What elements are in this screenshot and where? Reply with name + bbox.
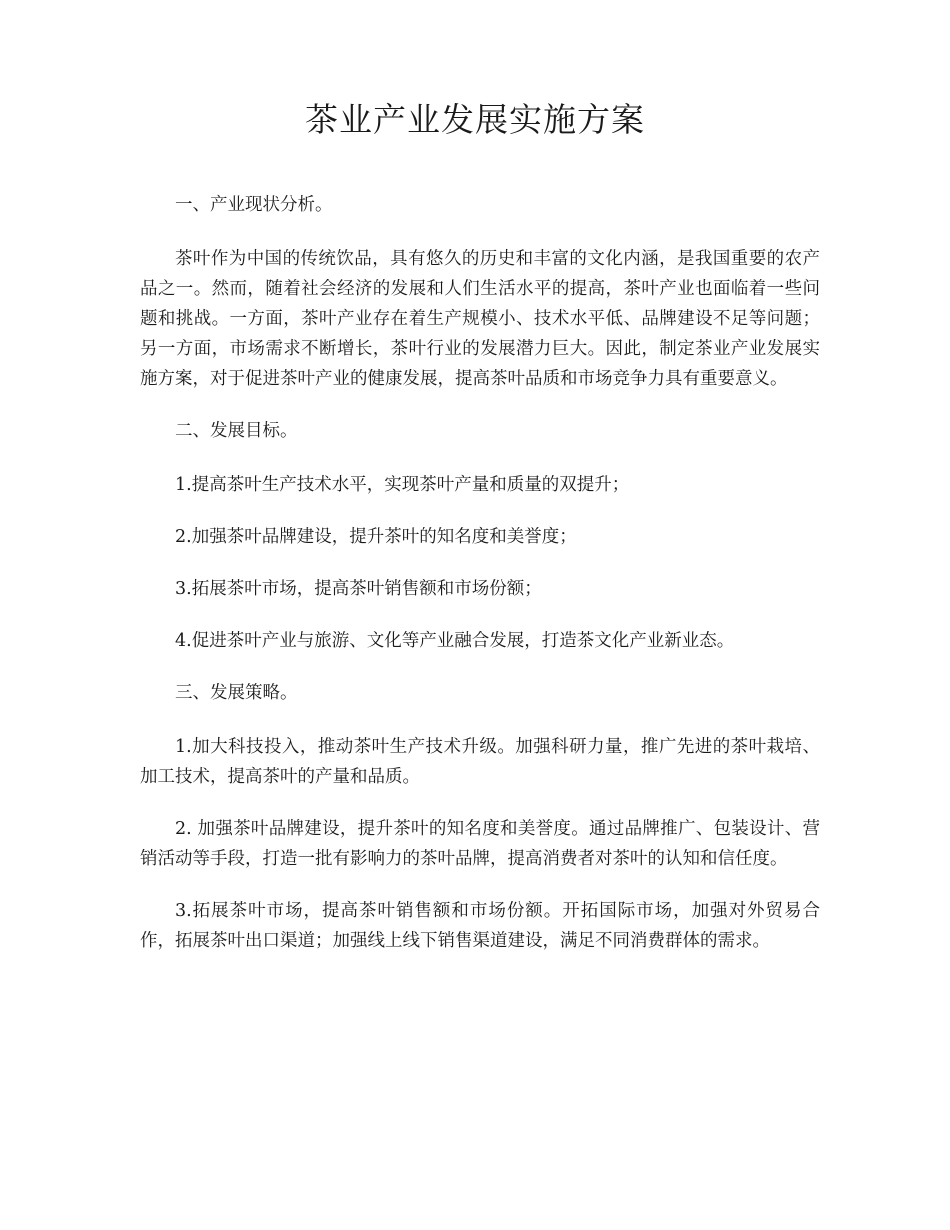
section-heading-status: 一、产业现状分析。 xyxy=(175,195,333,215)
goal-item-4: 4.促进茶叶产业与旅游、文化等产业融合发展，打造茶文化产业新业态。 xyxy=(175,631,735,651)
goal-item-1: 1.提高茶叶生产技术水平，实现茶叶产量和质量的双提升； xyxy=(175,475,630,495)
paragraph-status-analysis: 茶叶作为中国的传统饮品，具有悠久的历史和丰富的文化内涵，是我国重要的农产品之一。然而，随着社会经济的发展和人们生活水平的提高，茶叶产业也面临着一些问题和挑战。一方面，茶叶产业存在着生产规模小、技术水平低、品牌建设不足等问题；另一方面，市场需求不断增长，茶叶行业的发展潜力巨大。因此，制定茶业产业发展实施方案，对于促进茶叶产业的健康发展，提高茶叶品质和市场竞争力具有重要意义。 xyxy=(140,249,820,389)
goal-item-2: 2.加强茶叶品牌建设，提升茶叶的知名度和美誉度； xyxy=(175,527,577,547)
goal-item-3: 3.拓展茶叶市场，提高茶叶销售额和市场份额； xyxy=(175,579,542,599)
section-heading-strategy: 三、发展策略。 xyxy=(175,683,298,703)
strategy-item-3: 3.拓展茶叶市场，提高茶叶销售额和市场份额。开拓国际市场，加强对外贸易合作，拓展茶叶出口渠道；加强线上线下销售渠道建设，满足不同消费群体的需求。 xyxy=(140,901,820,951)
strategy-item-1: 1.加大科技投入，推动茶叶生产技术升级。加强科研力量，推广先进的茶叶栽培、加工技术，提高茶叶的产量和品质。 xyxy=(140,737,820,787)
document-title: 茶业产业发展实施方案 xyxy=(305,100,645,139)
strategy-item-2: 2. 加强茶叶品牌建设，提升茶叶的知名度和美誉度。通过品牌推广、包装设计、营销活动等手段，打造一批有影响力的茶叶品牌，提高消费者对茶叶的认知和信任度。 xyxy=(140,819,820,869)
section-heading-goals: 二、发展目标。 xyxy=(175,421,298,441)
document-body xyxy=(140,190,820,978)
